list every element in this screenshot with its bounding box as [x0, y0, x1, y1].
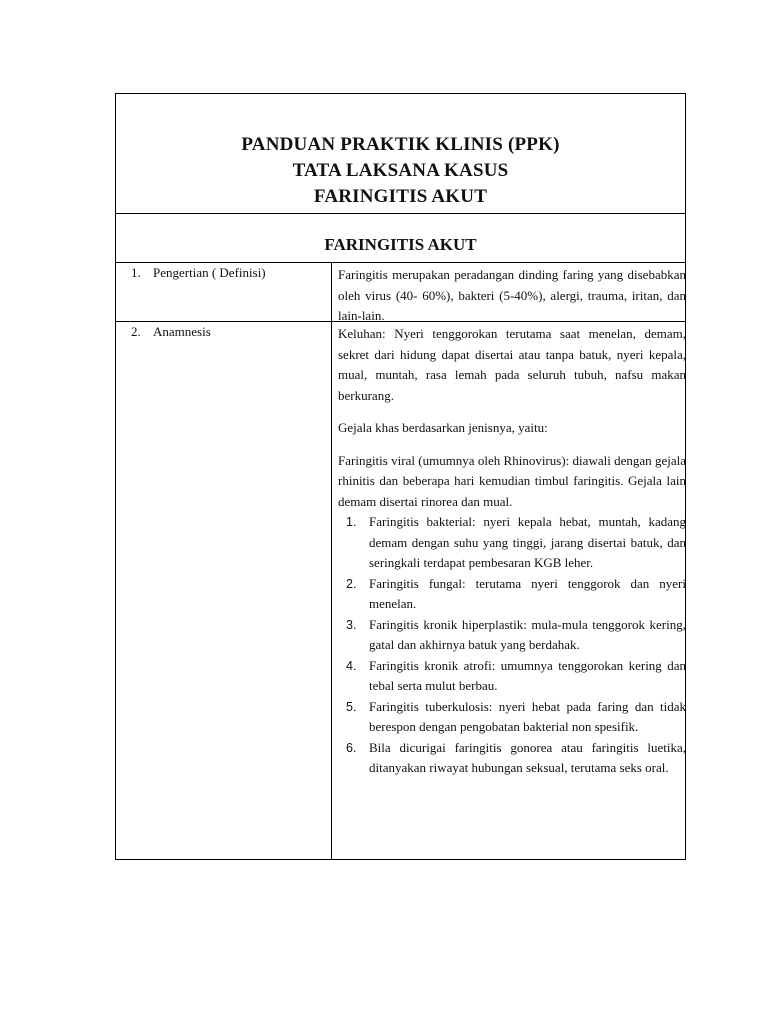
list-item — [338, 697, 686, 738]
document-title-line-3: FARINGITIS AKUT — [313, 186, 488, 207]
row-label-cell — [116, 322, 332, 860]
title-block — [116, 94, 685, 214]
gejala-intro: Gejala khas berdasarkan jenisnya, yaitu: — [338, 420, 548, 435]
document-table — [115, 93, 686, 860]
list-item-text: Faringitis tuberkulosis: nyeri hebat pada faring dan tidak berespon dengan pengobatan bakterial non spesifik. — [369, 698, 686, 734]
symptom-list — [338, 512, 686, 779]
list-item — [338, 574, 686, 615]
row-number: 1. — [131, 265, 141, 280]
row-content-cell — [332, 322, 685, 860]
keluhan-text: Keluhan: Nyeri tenggorokan terutama saat menelan, demam, sekret dari hidung dapat disertai atau tanpa batuk, nyeri kepala, mual, muntah, rasa lemah pada seluruh tubuh, nafsu makan berkurang. — [338, 326, 686, 403]
row-number: 2. — [131, 324, 141, 339]
viral-text: Faringitis viral (umumnya oleh Rhinovirus): diawali dengan gejala rhinitis dan beberapa hari kemudian timbul faringitis. Gejala lain demam disertai rinorea dan mual. — [338, 452, 686, 509]
list-number: 4. — [346, 658, 357, 673]
row-content-cell — [332, 263, 685, 321]
definition-text: Faringitis merupakan peradangan dinding faring yang disebabkan oleh virus (40- 60%), bakteri (5-40%), alergi, trauma, iritan, dan lain-lain. — [338, 267, 686, 323]
section-heading: FARINGITIS AKUT — [116, 214, 685, 263]
list-number: 2. — [346, 576, 357, 591]
list-item-text: Faringitis kronik hiperplastik: mula-mula tenggorok kering, gatal dan akhirnya batuk yang berdahak. — [369, 616, 686, 652]
list-item — [338, 656, 686, 697]
list-number: 5. — [346, 699, 357, 714]
table-row — [116, 263, 685, 322]
row-label-cell — [116, 263, 332, 321]
list-item — [338, 512, 686, 574]
list-item-text: Bila dicurigai faringitis gonorea atau faringitis luetika, ditanyakan riwayat hubungan seksual, terutama seks oral. — [369, 739, 686, 775]
row-label: Anamnesis — [153, 324, 211, 339]
list-item-text: Faringitis kronik atrofi: umumnya tenggorokan kering dan tebal serta mulut berbau. — [369, 657, 686, 693]
list-item — [338, 738, 686, 779]
list-number: 3. — [346, 617, 357, 632]
list-item — [338, 615, 686, 656]
table-row — [116, 322, 685, 860]
list-number: 6. — [346, 740, 357, 755]
list-item-text: Faringitis fungal: terutama nyeri tenggorok dan nyeri menelan. — [369, 575, 686, 611]
document-title-line-2: TATA LAKSANA KASUS — [292, 160, 509, 181]
list-number: 1. — [346, 515, 357, 529]
document-title: PANDUAN PRAKTIK KLINIS (PPK) — [241, 134, 560, 155]
row-label: Pengertian ( Definisi) — [153, 265, 266, 280]
list-item-text: Faringitis bakterial: nyeri kepala hebat, muntah, kadang demam dengan suhu yang tinggi, jarang disertai batuk, dan seringkali terdapat pembesaran KGB leher. — [369, 514, 686, 570]
